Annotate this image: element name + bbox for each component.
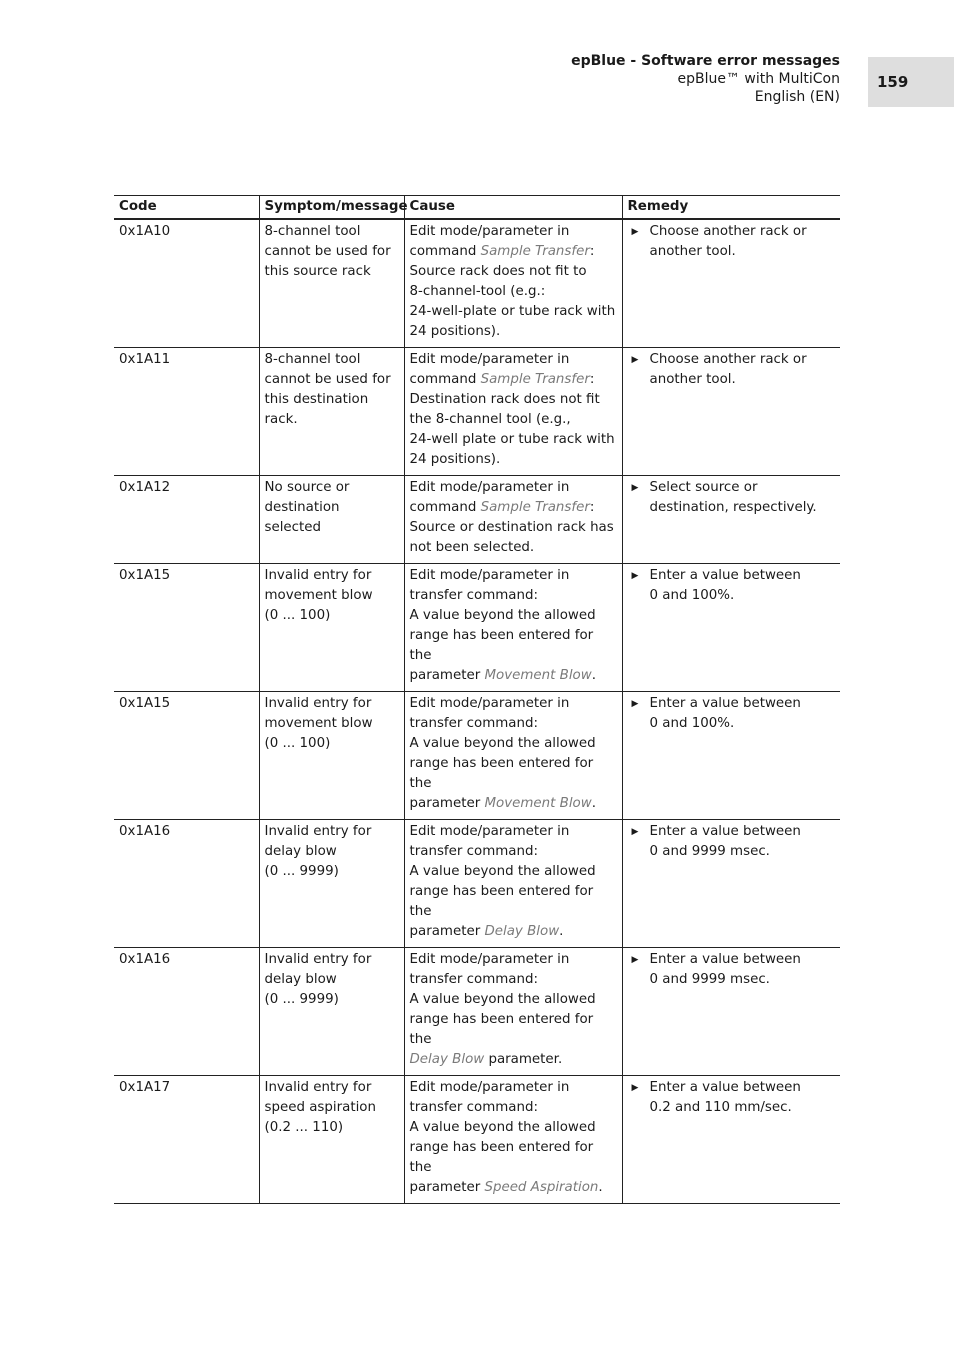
cause-text: parameter. — [484, 1052, 563, 1067]
cause-line — [410, 1078, 617, 1098]
cause-text: command — [409, 244, 481, 259]
symptom-cell — [259, 348, 404, 476]
cause-cell — [404, 348, 622, 476]
cause-line — [410, 714, 617, 734]
page-number: 159 — [877, 73, 909, 91]
error-code-cell: 0x1A16 — [114, 820, 259, 948]
symptom-line: No source or — [264, 480, 350, 495]
bullet-arrow-icon: ▶ — [631, 1083, 639, 1093]
remedy-line: 0 and 100%. — [649, 716, 735, 731]
remedy-item — [628, 1078, 836, 1118]
cause-text: range has been entered for the — [409, 628, 594, 663]
symptom-line: (0 ... 100) — [264, 736, 331, 751]
symptom-line: delay blow — [264, 844, 337, 859]
cause-text: Edit mode/parameter in — [409, 1080, 570, 1095]
cause-text: command — [409, 500, 481, 515]
cause-cell — [404, 692, 622, 820]
parameter-name: Sample Transfer — [480, 372, 590, 387]
cause-line — [410, 262, 617, 282]
symptom-line: Invalid entry for — [264, 568, 372, 583]
bullet-arrow-icon: ▶ — [631, 483, 639, 493]
cause-line — [410, 586, 617, 606]
table-header-row — [114, 196, 840, 220]
remedy-cell — [622, 476, 840, 564]
cause-text: . — [559, 924, 564, 939]
cause-text: 24-well-plate or tube rack with — [409, 304, 616, 319]
cause-text: transfer command: — [409, 716, 538, 731]
error-code-cell: 0x1A12 — [114, 476, 259, 564]
cause-text: Destination rack does not fit — [409, 392, 600, 407]
cause-line — [410, 538, 617, 558]
cause-text: command — [409, 372, 481, 387]
cause-line — [410, 282, 617, 302]
remedy-text — [650, 566, 836, 606]
remedy-line: Choose another rack or — [649, 352, 807, 367]
column-header-code: Code — [114, 196, 259, 220]
symptom-line: (0 ... 9999) — [264, 864, 339, 879]
cause-text: Edit mode/parameter in — [409, 568, 570, 583]
symptom-line: cannot be used for — [264, 244, 391, 259]
remedy-line: Enter a value between — [649, 1080, 801, 1095]
remedy-line: destination, respectively. — [649, 500, 817, 515]
cause-text: . — [598, 1180, 603, 1195]
cause-line — [410, 1138, 617, 1178]
cause-text: Edit mode/parameter in — [409, 824, 570, 839]
parameter-name: Delay Blow — [484, 924, 560, 939]
column-header-symptom: Symptom/message — [259, 196, 404, 220]
parameter-name: Movement Blow — [484, 796, 592, 811]
cause-line — [410, 922, 617, 942]
cause-text: : — [589, 244, 595, 259]
remedy-item — [628, 478, 836, 518]
symptom-line: destination selected — [264, 500, 340, 535]
cause-line — [410, 754, 617, 794]
table-row — [114, 1076, 840, 1204]
column-header-cause: Cause — [404, 196, 622, 220]
symptom-line: delay blow — [264, 972, 337, 987]
remedy-line: Enter a value between — [649, 568, 801, 583]
remedy-cell — [622, 820, 840, 948]
cause-text: . — [591, 796, 596, 811]
table-row — [114, 348, 840, 476]
remedy-item — [628, 694, 836, 734]
cause-text: A value beyond the allowed — [409, 864, 596, 879]
cause-line — [410, 322, 617, 342]
cause-text: parameter — [409, 796, 485, 811]
symptom-cell — [259, 476, 404, 564]
cause-text: A value beyond the allowed — [409, 992, 596, 1007]
remedy-item — [628, 950, 836, 990]
error-messages-table — [114, 195, 840, 1204]
cause-text: Edit mode/parameter in — [409, 696, 570, 711]
cause-text: Source or destination rack has — [409, 520, 614, 535]
cause-text: 24 positions). — [409, 452, 501, 467]
remedy-item — [628, 222, 836, 262]
cause-text: Edit mode/parameter in — [409, 952, 570, 967]
symptom-line: this destination — [264, 392, 369, 407]
bullet-arrow-icon: ▶ — [631, 699, 639, 709]
cause-line — [410, 666, 617, 686]
cause-line — [410, 794, 617, 814]
cause-line — [410, 842, 617, 862]
cause-line — [410, 990, 617, 1010]
cause-text: parameter — [409, 924, 485, 939]
cause-line — [410, 606, 617, 626]
table-row — [114, 820, 840, 948]
remedy-cell — [622, 1076, 840, 1204]
cause-text: . — [591, 668, 596, 683]
error-code-cell: 0x1A15 — [114, 692, 259, 820]
remedy-line: 0 and 9999 msec. — [649, 844, 770, 859]
cause-cell — [404, 476, 622, 564]
symptom-line: speed aspiration — [264, 1100, 376, 1115]
cause-line — [410, 222, 617, 242]
cause-text: range has been entered for the — [409, 1012, 594, 1047]
symptom-line: (0 ... 9999) — [264, 992, 339, 1007]
cause-text: Edit mode/parameter in — [409, 352, 570, 367]
symptom-line: Invalid entry for — [264, 952, 372, 967]
remedy-line: another tool. — [649, 372, 736, 387]
parameter-name: Movement Blow — [484, 668, 592, 683]
cause-text: transfer command: — [409, 844, 538, 859]
cause-text: 24-well plate or tube rack with — [409, 432, 615, 447]
cause-line — [410, 1050, 617, 1070]
symptom-cell — [259, 219, 404, 348]
error-code-cell: 0x1A17 — [114, 1076, 259, 1204]
remedy-line: Enter a value between — [649, 952, 801, 967]
cause-text: 24 positions). — [409, 324, 501, 339]
cause-line — [410, 390, 617, 410]
symptom-line: (0.2 ... 110) — [264, 1120, 344, 1135]
symptom-line: movement blow — [264, 588, 373, 603]
cause-line — [410, 478, 617, 498]
cause-line — [410, 450, 617, 470]
table-row — [114, 219, 840, 348]
cause-text: transfer command: — [409, 588, 538, 603]
table-row — [114, 476, 840, 564]
cause-text: : — [589, 372, 595, 387]
cause-line — [410, 302, 617, 322]
bullet-arrow-icon: ▶ — [631, 355, 639, 365]
symptom-cell — [259, 1076, 404, 1204]
table-row — [114, 564, 840, 692]
remedy-line: Enter a value between — [649, 696, 801, 711]
remedy-text — [650, 350, 836, 390]
remedy-line: another tool. — [649, 244, 736, 259]
cause-line — [410, 626, 617, 666]
symptom-cell — [259, 948, 404, 1076]
cause-line — [410, 518, 617, 538]
cause-line — [410, 1010, 617, 1050]
bullet-arrow-icon: ▶ — [631, 227, 639, 237]
remedy-cell — [622, 692, 840, 820]
cause-text: Edit mode/parameter in — [409, 224, 570, 239]
cause-line — [410, 410, 617, 430]
remedy-text — [650, 694, 836, 734]
cause-text: 8-channel-tool (e.g.: — [409, 284, 546, 299]
cause-line — [410, 694, 617, 714]
remedy-item — [628, 566, 836, 606]
cause-line — [410, 566, 617, 586]
bullet-arrow-icon: ▶ — [631, 955, 639, 965]
cause-text: range has been entered for the — [409, 1140, 594, 1175]
parameter-name: Sample Transfer — [480, 244, 590, 259]
remedy-line: Enter a value between — [649, 824, 801, 839]
column-header-remedy: Remedy — [622, 196, 840, 220]
symptom-line: this source rack — [264, 264, 371, 279]
symptom-line: 8-channel tool — [264, 352, 361, 367]
cause-line — [410, 970, 617, 990]
cause-line — [410, 350, 617, 370]
parameter-name: Speed Aspiration — [484, 1180, 599, 1195]
symptom-line: cannot be used for — [264, 372, 391, 387]
cause-line — [410, 950, 617, 970]
page-number-tab — [868, 57, 954, 107]
symptom-line: Invalid entry for — [264, 696, 372, 711]
cause-text: range has been entered for the — [409, 756, 594, 791]
remedy-cell — [622, 948, 840, 1076]
symptom-line: movement blow — [264, 716, 373, 731]
cause-line — [410, 1098, 617, 1118]
cause-text: : — [589, 500, 595, 515]
table-body — [114, 219, 840, 1204]
symptom-line: 8-channel tool — [264, 224, 361, 239]
cause-text: parameter — [409, 1180, 485, 1195]
symptom-line: (0 ... 100) — [264, 608, 331, 623]
bullet-arrow-icon: ▶ — [631, 827, 639, 837]
cause-text: the 8-channel tool (e.g., — [409, 412, 571, 427]
parameter-name: Sample Transfer — [480, 500, 590, 515]
cause-cell — [404, 820, 622, 948]
language-label: English (EN) — [754, 89, 840, 105]
symptom-line: Invalid entry for — [264, 1080, 372, 1095]
remedy-text — [650, 222, 836, 262]
cause-text: A value beyond the allowed — [409, 608, 596, 623]
cause-text: not been selected. — [409, 540, 535, 555]
cause-line — [410, 734, 617, 754]
remedy-cell — [622, 219, 840, 348]
cause-text: Edit mode/parameter in — [409, 480, 570, 495]
parameter-name: Delay Blow — [409, 1052, 485, 1067]
cause-text: parameter — [409, 668, 485, 683]
cause-line — [410, 822, 617, 842]
table-row — [114, 692, 840, 820]
symptom-cell — [259, 564, 404, 692]
cause-line — [410, 430, 617, 450]
remedy-text — [650, 478, 836, 518]
chapter-title: epBlue - Software error messages — [571, 53, 840, 69]
cause-line — [410, 1178, 617, 1198]
cause-line — [410, 862, 617, 882]
error-code-cell: 0x1A16 — [114, 948, 259, 1076]
page-header — [571, 52, 840, 106]
cause-text: transfer command: — [409, 1100, 538, 1115]
cause-text: range has been entered for the — [409, 884, 594, 919]
error-code-cell: 0x1A15 — [114, 564, 259, 692]
error-code-cell: 0x1A11 — [114, 348, 259, 476]
remedy-cell — [622, 348, 840, 476]
product-name: epBlue™ with MultiCon — [677, 71, 840, 87]
remedy-line: 0.2 and 110 mm/sec. — [649, 1100, 792, 1115]
remedy-line: Select source or — [649, 480, 758, 495]
cause-cell — [404, 564, 622, 692]
symptom-cell — [259, 820, 404, 948]
cause-line — [410, 370, 617, 390]
remedy-text — [650, 822, 836, 862]
table-row — [114, 948, 840, 1076]
remedy-text — [650, 950, 836, 990]
cause-line — [410, 242, 617, 262]
error-code-cell: 0x1A10 — [114, 219, 259, 348]
cause-text: A value beyond the allowed — [409, 1120, 596, 1135]
cause-line — [410, 498, 617, 518]
remedy-line: 0 and 9999 msec. — [649, 972, 770, 987]
cause-text: Source rack does not fit to — [409, 264, 587, 279]
cause-cell — [404, 948, 622, 1076]
remedy-line: Choose another rack or — [649, 224, 807, 239]
cause-text: A value beyond the allowed — [409, 736, 596, 751]
remedy-item — [628, 350, 836, 390]
remedy-text — [650, 1078, 836, 1118]
symptom-line: rack. — [264, 412, 298, 427]
cause-cell — [404, 1076, 622, 1204]
symptom-line: Invalid entry for — [264, 824, 372, 839]
bullet-arrow-icon: ▶ — [631, 571, 639, 581]
symptom-cell — [259, 692, 404, 820]
cause-text: transfer command: — [409, 972, 538, 987]
cause-line — [410, 1118, 617, 1138]
remedy-line: 0 and 100%. — [649, 588, 735, 603]
remedy-item — [628, 822, 836, 862]
cause-cell — [404, 219, 622, 348]
cause-line — [410, 882, 617, 922]
remedy-cell — [622, 564, 840, 692]
